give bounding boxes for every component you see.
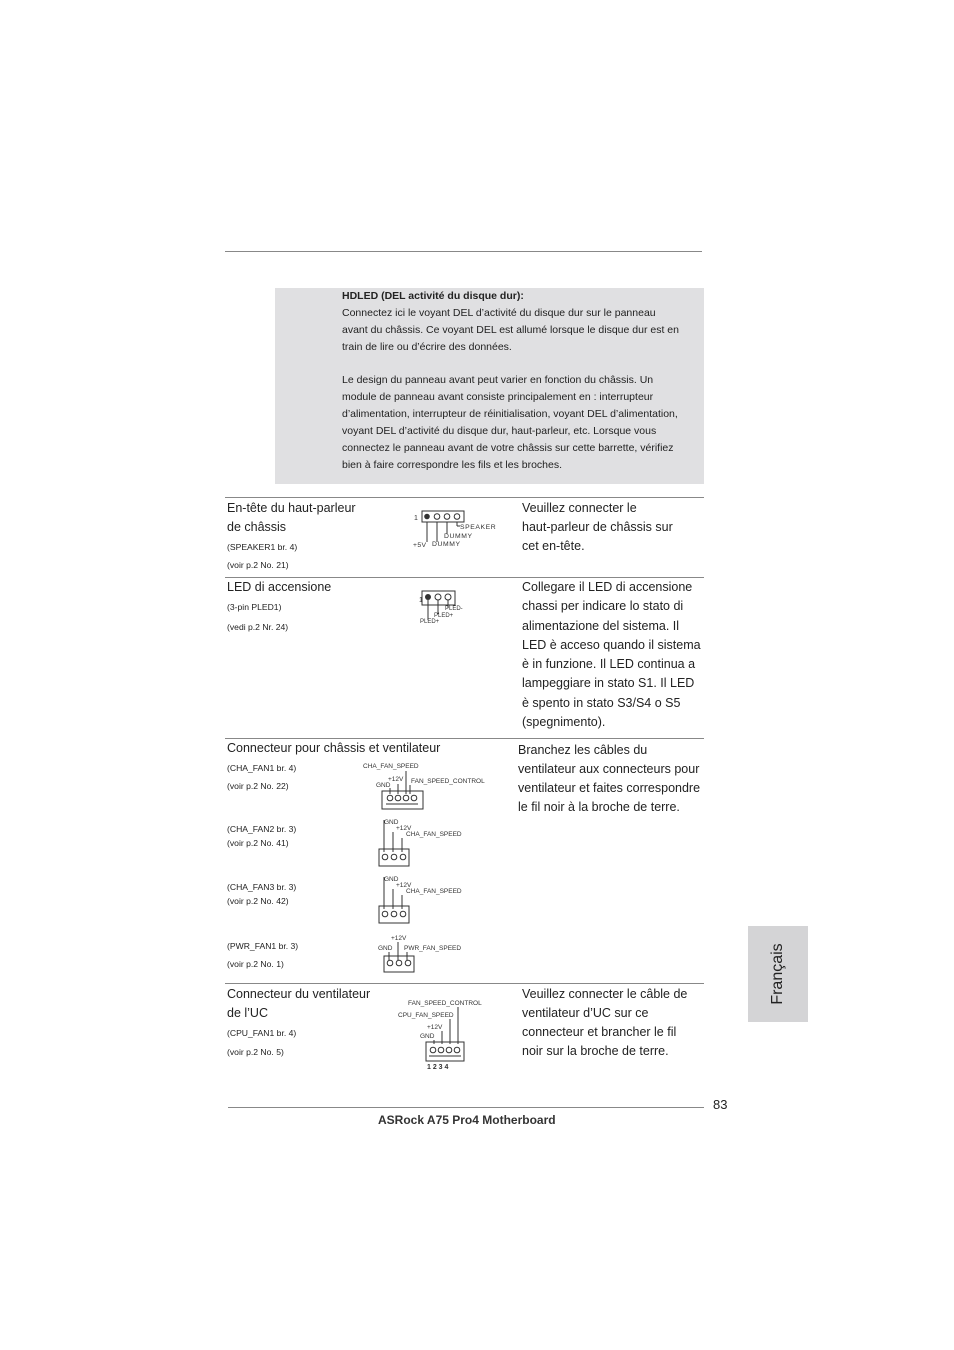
pwr-fan1-diagram [376,930,471,976]
cha-fan-speed-label: CHA_FAN_SPEED [406,888,462,895]
gnd-label: GND [420,1033,435,1040]
gnd-label: GND [384,819,399,826]
fan-ref: (CHA_FAN2 br. 3) [227,824,297,834]
pled-desc-line: (spegnimento). [522,715,606,729]
note-title: HDLED (DEL activité du disque dur): [342,290,524,302]
pled-plus-label: PLED+ [434,613,454,619]
speaker-desc-line: cet en-tête. [522,539,585,553]
fan-ref: (PWR_FAN1 br. 3) [227,941,299,951]
speaker-desc-line: haut-parleur de châssis sur [522,520,673,534]
cpu-fan-desc-line: ventilateur d’UC sur ce [522,1006,649,1020]
section-rule [225,497,704,498]
cpu-fan-desc-line: noir sur la broche de terre. [522,1044,669,1058]
pled-see: (vedi p.2 Nr. 24) [227,622,289,632]
pled-header-diagram [412,586,472,628]
fan-ref: (CHA_FAN3 br. 3) [227,882,297,892]
note-line: module de panneau avant consiste principalement en : interrupteur [342,391,654,403]
pled-desc-line: è in funzione. Il LED continua a [522,657,696,671]
pled-desc-line: lampeggiare in stato S1. Il LED [522,676,695,690]
speaker-ref: (SPEAKER1 br. 4) [227,542,298,552]
fan-see: (voir p.2 No. 41) [227,838,289,848]
dummy-pin-label: DUMMY [432,541,461,548]
pled-desc-line: chassi per indicare lo stato di [522,599,684,613]
pled-minus-label: PLED- [445,606,463,612]
cpu-fan-diagram [396,996,496,1074]
pled-plus-label: PLED+ [420,619,440,625]
plus12v-label: +12V [427,1024,443,1031]
pled-title: LED di accensione [227,580,332,594]
pin1-label: 1 [414,515,418,522]
fan-speed-control-label: FAN_SPEED_CONTROL [408,1000,482,1007]
note-line: connectez le panneau avant de votre châssis sur cette barrette, vérifiez [342,442,674,454]
fans-title: Connecteur pour châssis et ventilateur [227,741,441,755]
pled-desc-line: LED è acceso quando il sistema [522,638,701,652]
fans-desc-line: ventilateur et faites correspondre [518,781,701,795]
pled-desc-line: è spento in stato S3/S4 o S5 [522,696,681,710]
plus5v-pin-label: +5V [413,542,427,549]
page-number: 83 [713,1097,728,1112]
cpu-fan-ref: (CPU_FAN1 br. 4) [227,1028,297,1038]
cha-fan3-diagram [376,873,471,925]
cha-fan1-diagram [360,758,500,812]
cpu-fan-desc-line: Veuillez connecter le câble de [522,987,688,1001]
cpu-fan-title-line1: Connecteur du ventilateur [227,987,371,1001]
pled-desc-line: Collegare il LED di accensione [522,580,693,594]
cha-fan-speed-label: CHA_FAN_SPEED [406,831,462,838]
cpu-fan-speed-label: CPU_FAN_SPEED [398,1012,454,1019]
speaker-header-diagram [410,506,505,552]
plus12v-label: +12V [396,882,412,889]
speaker-title-line1: En-tête du haut-parleur [227,501,356,515]
pled-desc-line: alimentazione del sistema. Il [522,619,680,633]
fan-ref: (CHA_FAN1 br. 4) [227,763,297,773]
pwr-fan-speed-label: PWR_FAN_SPEED [404,945,462,952]
speaker-desc-line: Veuillez connecter le [522,501,637,515]
cpu-fan-see: (voir p.2 No. 5) [227,1047,284,1057]
gnd-label: GND [378,945,393,952]
top-rule [225,251,702,252]
fan-see: (voir p.2 No. 22) [227,781,289,791]
dummy-pin-label: DUMMY [444,533,473,540]
section-rule [225,738,704,739]
footer-rule [228,1107,704,1108]
fan-speed-control-label: FAN_SPEED_CONTROL [411,778,485,785]
cha-fan-speed-label: CHA_FAN_SPEED [363,763,419,770]
note-line: voyant DEL d’activité du disque dur, haut-parleur, etc. Lorsque vous [342,425,657,437]
plus12v-label: +12V [391,935,407,942]
cpu-fan-title-line2: de l’UC [227,1006,268,1020]
pin1-label: 1 [419,597,423,604]
note-line: d’alimentation, interrupteur de réinitialisation, voyant DEL d’alimentation, [342,408,678,420]
gnd-label: GND [376,782,391,789]
fans-desc-line: le fil noir à la broche de terre. [518,800,680,814]
language-tab [748,926,808,1022]
fans-desc-line: Branchez les câbles du [518,743,648,757]
cha-fan2-diagram [376,816,471,868]
speaker-title-line2: de châssis [227,520,287,534]
fan-see: (voir p.2 No. 1) [227,959,284,969]
pled-ref: (3-pin PLED1) [227,602,282,612]
section-rule [225,983,704,984]
note-line: train de lire ou d’écrire des données. [342,341,512,353]
plus12v-label: +12V [396,825,412,832]
note-line: Le design du panneau avant peut varier en fonction du châssis. Un [342,374,654,386]
footer-title: ASRock A75 Pro4 Motherboard [378,1113,556,1127]
fan-see: (voir p.2 No. 42) [227,896,289,906]
note-line: avant du châssis. Ce voyant DEL est allumé lorsque le disque dur est en [342,324,679,336]
speaker-see: (voir p.2 No. 21) [227,560,289,570]
language-tab-label: Français [769,943,786,1005]
fans-desc-line: ventilateur aux connecteurs pour [518,762,700,776]
pin-numbers-label: 1 2 3 4 [427,1064,449,1071]
plus12v-label: +12V [388,776,404,783]
note-line: Connectez ici le voyant DEL d’activité du disque dur sur le panneau [342,307,656,319]
cpu-fan-desc-line: connecteur et brancher le fil [522,1025,677,1039]
note-line: bien à faire correspondre les fils et les broches. [342,459,563,471]
speaker-pin-label: SPEAKER [460,524,497,531]
gnd-label: GND [384,876,399,883]
